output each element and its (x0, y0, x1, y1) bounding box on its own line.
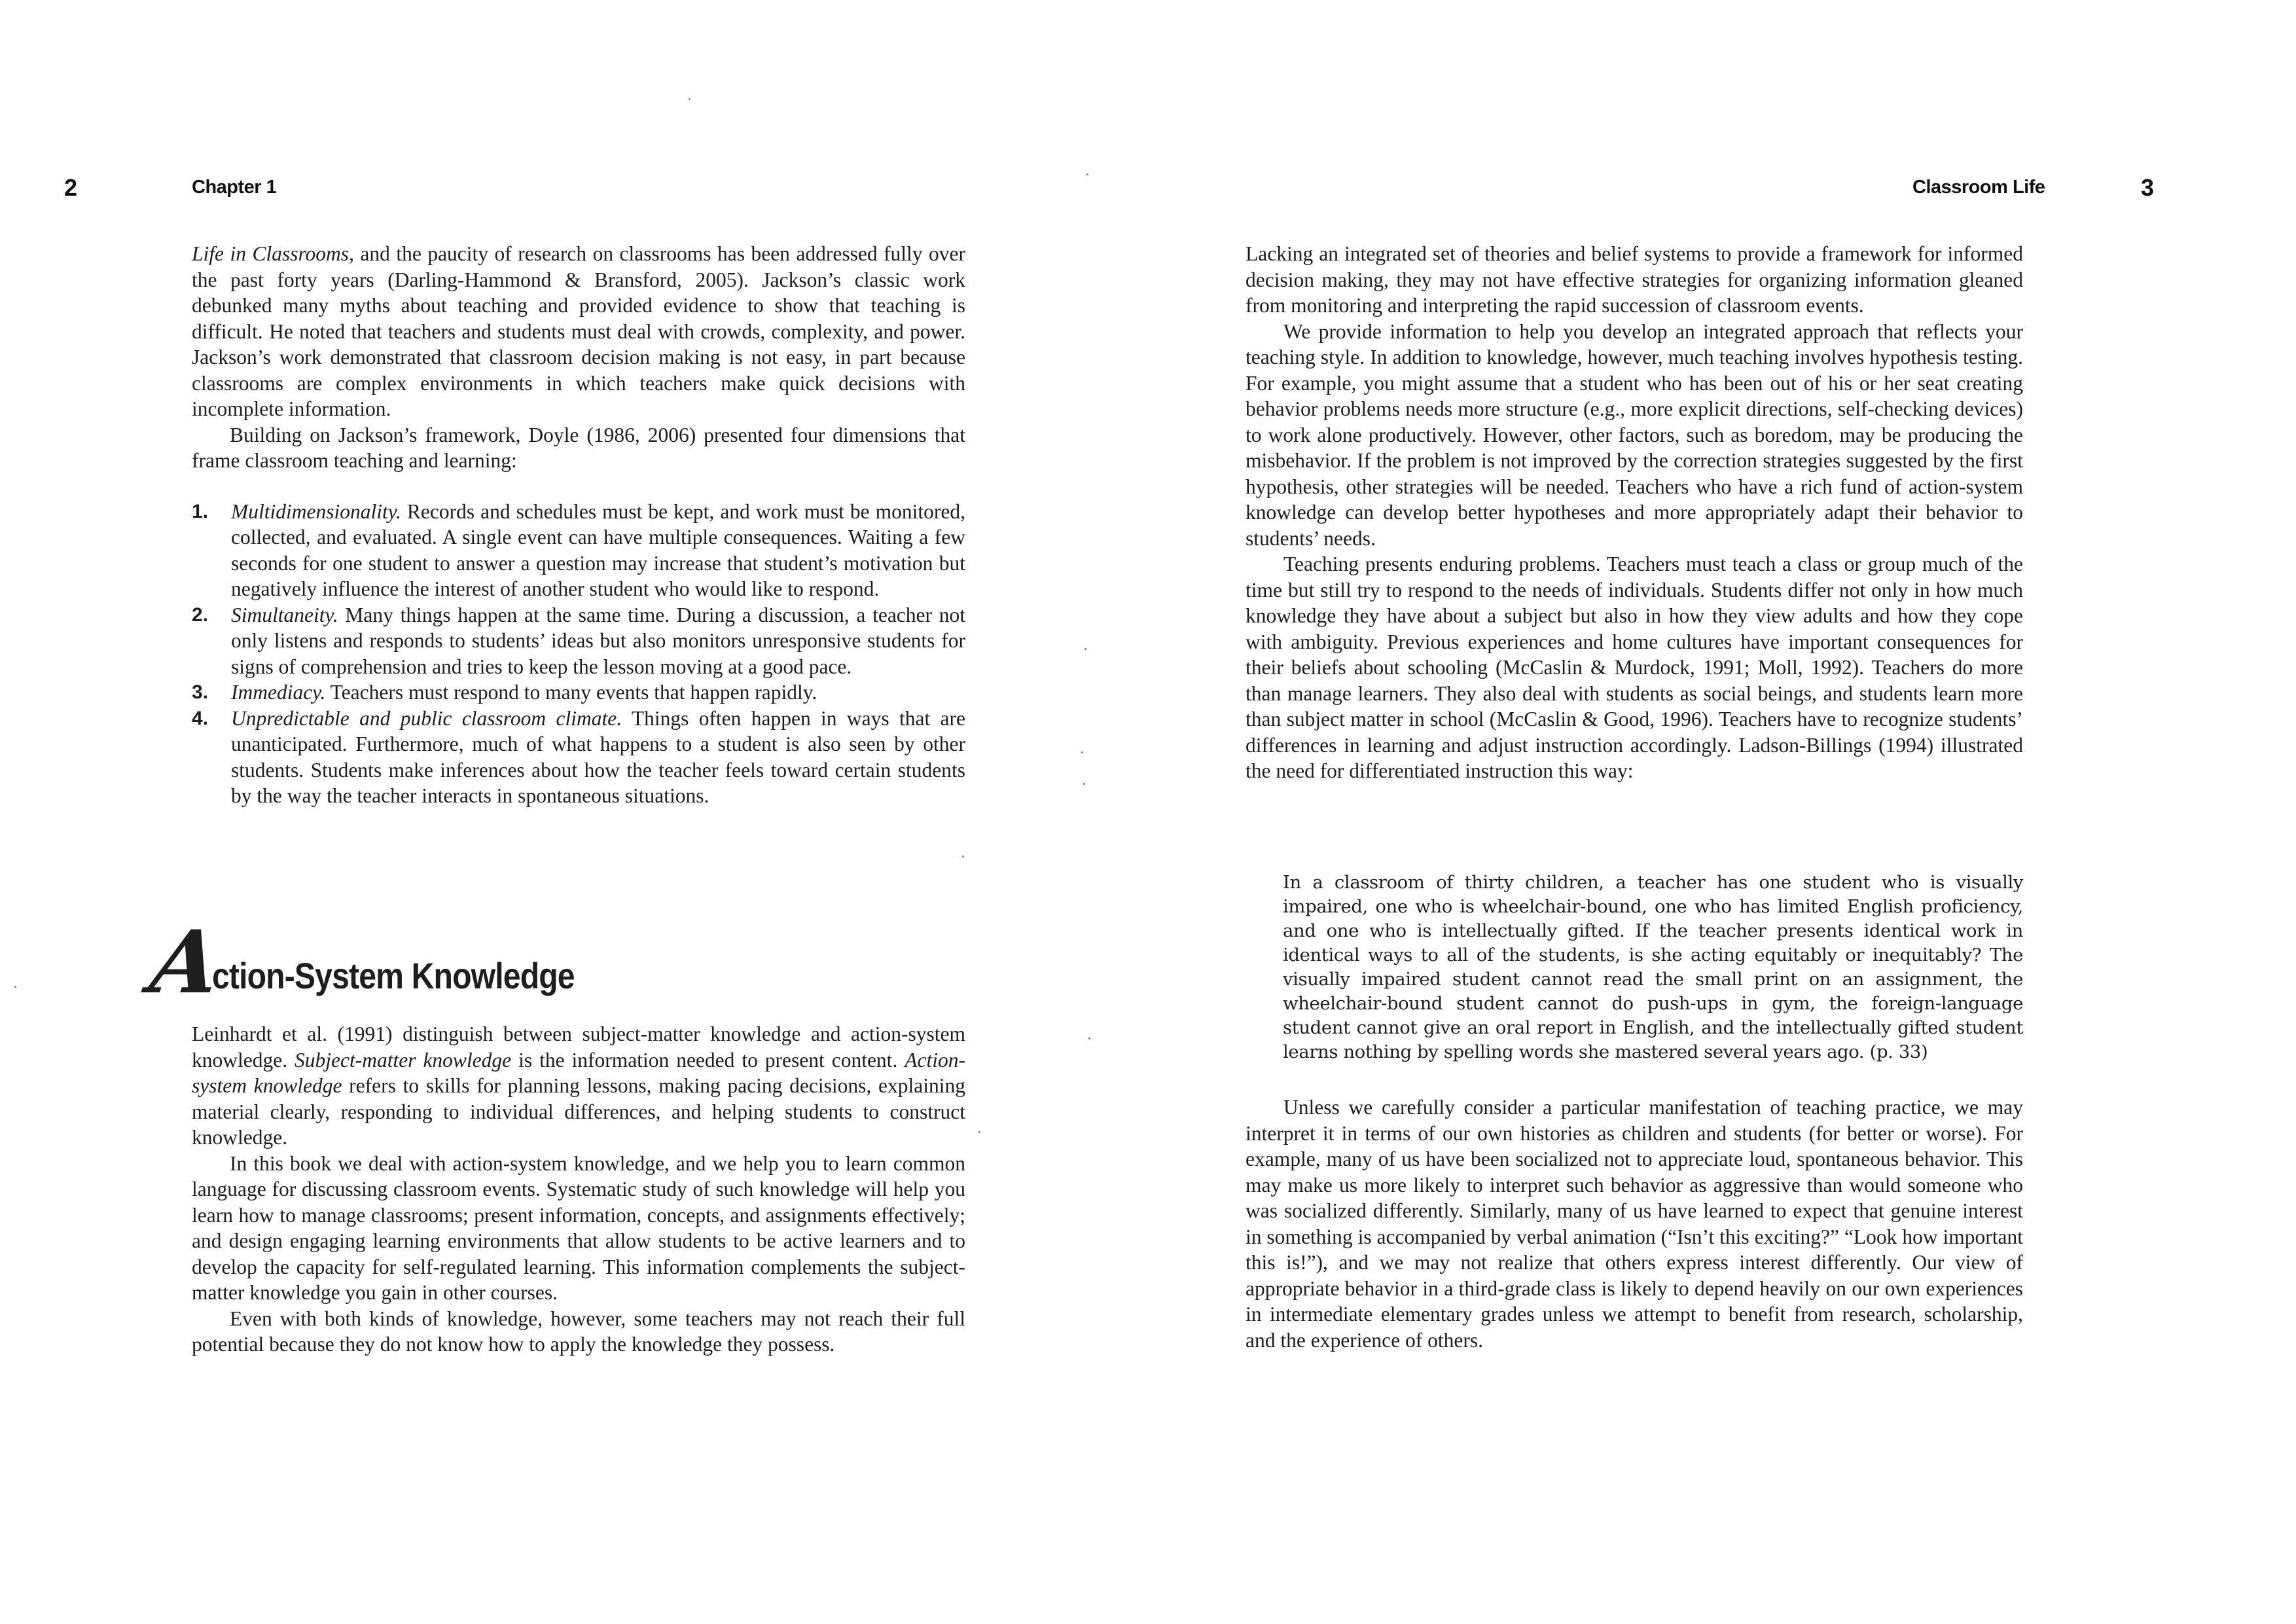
page-number-left: 2 (64, 174, 78, 201)
scan-speck (1088, 1038, 1090, 1039)
lacking-paragraph: Lacking an integrated set of theories and belief systems to provide a framework for informed decision making, they may not have effective strategies for organizing information gleaned from monitoring and interpreting the rapid succession of classroom events. (1246, 242, 2023, 317)
dimension-number: 1. (192, 500, 209, 522)
dimension-term: Simultaneity. (231, 603, 338, 626)
dimension-term: Unpredictable and public classroom climate. (231, 706, 622, 730)
running-head-left: Chapter 1 (192, 177, 277, 198)
scan-speck (962, 856, 964, 857)
page-number-right: 3 (2141, 174, 2155, 201)
left-top-column (192, 241, 965, 809)
dimension-text: Many things happen at the same time. During a discussion, a teacher not only listens and responds to students’ ideas but also monitors unresponsive students for signs of comprehension and tries to keep the lesson moving at a good pace. (231, 603, 965, 678)
italic-run: Action-system knowledge (192, 1048, 965, 1097)
enduring-problems-paragraph: Teaching presents enduring problems. Teachers must teach a class or group much of the time but still try to respond to the needs of individuals. Students differ not only in how much knowledge they have about a subject but also in how they view adults and how they cope with ambiguity. Previous experiences and home cultures have important consequences for their beliefs about schooling (McCaslin & Murdock, 1991; Moll, 1992). Teachers do more than manage learners. They also deal with students as social beings, and students learn more than subject matter in school (McCaslin & Good, 1996). Teachers have to recognize students’ differences in learning and adjust instruction accordingly. Ladson-Billings (1994) illustrated the need for differentiated instruction this way: (1246, 552, 2023, 782)
left-bottom-column (192, 1021, 965, 1358)
hypothesis-paragraph: We provide information to help you develop an integrated approach that reflects your teaching style. In addition to knowledge, however, much teaching involves hypothesis testing. For example, you might assume that a student who has been out of his or her seat creating behavior problems needs more structure (e.g., more explicit directions, self-checking devices) to work alone productively. However, other factors, such as boredom, may be producing the misbehavior. If the problem is not improved by the correction strategies suggested by the first hypothesis, other strategies will be needed. Teachers who have a rich fund of action-system knowledge can develop better hypotheses and more appropriately adapt their behavior to students’ needs. (1246, 319, 2023, 550)
dimension-item (192, 499, 965, 602)
doyle-paragraph: Building on Jackson’s framework, Doyle (1986, 2006) presented four dimensions that frame classroom teaching and learning: (192, 423, 965, 472)
scan-speck (1081, 751, 1083, 753)
running-head-right: Classroom Life (1912, 177, 2045, 198)
scan-speck (978, 1131, 980, 1133)
dimension-term: Multidimensionality. (231, 499, 401, 523)
dimension-term: Immediacy. (231, 681, 326, 704)
interpretation-paragraph: Unless we carefully consider a particular manifestation of teaching practice, we may interpret it in terms of our own histories as children and students (for better or worse). For example, many of us have been socialized not to appreciate loud, spontaneous behavior. This may make us more likely to interpret such behavior as aggressive than would someone who was socialized differently. Similarly, many of us have learned to expect that genuine interest in something is accompanied by verbal animation (“Isn’t this exciting?” “Look how important this is!”), and we may not realize that others express interest differently. Our view of appropriate behavior in a third-grade class is likely to depend heavily on our own experiences in intermediate elementary grades unless we attempt to benefit from research, scholarship, and the experience of others. (1246, 1096, 2023, 1352)
scan-speck (689, 98, 691, 100)
section-heading (145, 912, 634, 1013)
dimension-text: Things often happen in ways that are unanticipated. Furthermore, much of what happens to a student is also seen by other students. Students make inferences about how the teacher feels toward certain students by the way the teacher interacts in spontaneous situations. (231, 706, 966, 807)
block-quote: In a classroom of thirty children, a teacher has one student who is visually impaired, one who is wheelchair-bound, one who has limited English proficiency, and one who is intellectually gifted. If the teacher presents identical work in identical ways to all of the students, is she acting equitably or inequitably? The visually impaired student cannot read the small print on an assignment, the wheelchair-bound student cannot do push-ups in gym, the foreign-language student cannot give an oral report in English, and the intellectually gifted student learns nothing by spelling words she mastered several years ago. (p. 33) (1283, 872, 2023, 1062)
scan-speck (1083, 783, 1085, 785)
intro-paragraph (192, 241, 965, 422)
right-top-column (1246, 241, 2023, 784)
scan-speck (1085, 648, 1086, 650)
text-run: Leinhardt et al. (1991) distinguish between subject-matter knowledge and action-system knowledge. (192, 1022, 965, 1072)
dimension-number: 4. (192, 707, 209, 729)
dimension-text: Teachers must respond to many events that happen rapidly. (325, 681, 817, 704)
scan-speck (1086, 173, 1088, 175)
italic-run: Life in Classrooms, (192, 242, 354, 265)
dimension-item (192, 706, 965, 809)
section-heading-text: ction-System Knowledge (212, 955, 575, 996)
dimensions-list (192, 499, 965, 809)
text-run: is the information needed to present content. (511, 1048, 905, 1072)
dimension-item (192, 679, 965, 706)
section-heading-initial: A (145, 912, 220, 1013)
potential-paragraph: Even with both kinds of knowledge, however, some teachers may not reach their full potential because they do not know how to apply the knowledge they possess. (192, 1307, 965, 1356)
text-run: and the paucity of research on classrooms has been addressed fully over the past forty years (Darling-Hammond & Bransford, 2005). Jackson’s classic work debunked many myths about teaching and provided evidence to show that teaching is difficult. He noted that teachers and students must deal with crowds, complexity, and power. Jackson’s work demonstrated that classroom decision making is not easy, in part because classrooms are complex environments in which teachers make quick decisions with incomplete information. (192, 242, 965, 420)
scan-speck (14, 986, 16, 988)
right-page (1148, 0, 2296, 1624)
dimension-text: Records and schedules must be kept, and work must be monitored, collected, and evaluated. A single event can have multiple consequences. Waiting a few seconds for one student to answer a question may increase that student’s motivation but negatively influence the interest of another student who would like to respond. (231, 499, 965, 600)
dimension-number: 2. (192, 604, 209, 626)
right-bottom-column (1246, 1094, 2023, 1353)
italic-run: Subject-matter knowledge (295, 1048, 512, 1072)
this-book-paragraph: In this book we deal with action-system knowledge, and we help you to learn common language for discussing classroom events. Systematic study of such knowledge will help you learn how to manage classrooms; present information, concepts, and assignments effectively; and design engaging learning environments that allow students to be active learners and to develop the capacity for self-regulated learning. This information complements the subject-matter knowledge you gain in other courses. (192, 1151, 965, 1304)
text-run: refers to skills for planning lessons, making pacing decisions, explaining material clearly, responding to individual differences, and helping students to construct knowledge. (192, 1074, 965, 1149)
action-system-paragraph (192, 1021, 965, 1151)
dimension-number: 3. (192, 681, 209, 703)
dimension-item (192, 602, 965, 680)
